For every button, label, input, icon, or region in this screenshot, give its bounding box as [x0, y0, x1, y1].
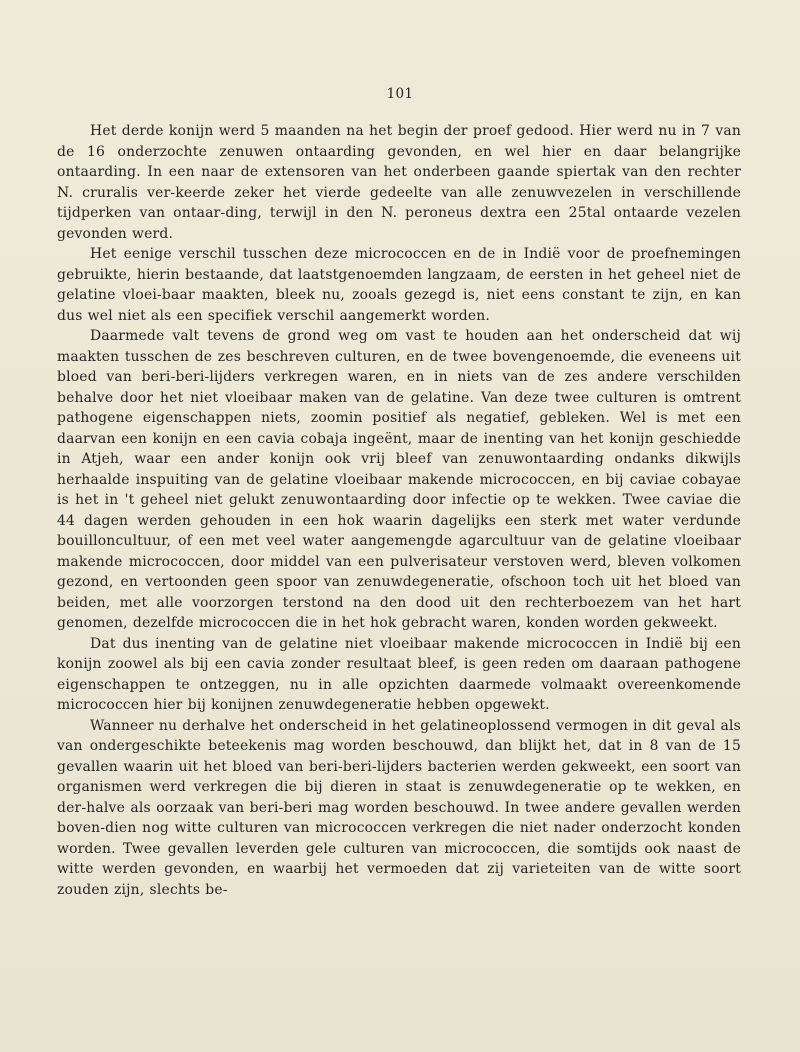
- paragraph-5: Wanneer nu derhalve het onderscheid in het gelatineoplossend vermogen in dit geval als van ondergeschikte beteekenis mag worden beschouwd, dan blijkt het, dat in 8 van de 15 gevallen waarin uit het bloed van beri-beri-lijders bacterien werden gekweekt, een soort van organismen werd verkregen die bij dieren in staat is zenuwdegeneratie op te wekken, en der-halve als oorzaak van beri-beri mag worden beschouwd. In twee andere gevallen werden boven-dien nog witte culturen van micrococcen verkregen die niet nader onderzocht konden worden. Twee gevallen leverden gele culturen van micrococcen, die somtijds ook naast de witte werden gevonden, en waarbij het vermoeden dat zij varieteiten van de witte soort zouden zijn, slechts be-: [57, 717, 741, 898]
- body-text: [57, 121, 741, 900]
- paragraph-4: Dat dus inenting van de gelatine niet vloeibaar makende micrococcen in Indië bij een konijn zoowel als bij een cavia zonder resultaat bleef, is geen reden om daaraan pathogene eigenschappen te ontzeggen, nu in alle opzichten daarmede volmaakt overeenkomende micrococcen hier bij konijnen zenuwdegeneratie hebben opgewekt.: [57, 635, 741, 713]
- page-number: 101: [386, 86, 414, 102]
- paragraph-2: Het eenige verschil tusschen deze micrococcen en de in Indië voor de proefnemingen gebruikte, hierin bestaande, dat laatstgenoemden langzaam, de eersten in het geheel niet de gelatine vloei-baar maakten, bleek nu, zooals gezegd is, niet eens constant te zijn, en kan dus wel niet als een specifiek verschil aangemerkt worden.: [57, 246, 741, 324]
- paragraph-3: Daarmede valt tevens de grond weg om vast te houden aan het onderscheid dat wij maakten tusschen de zes beschreven culturen, en de twee bovengenoemde, die eveneens uit bloed van beri-beri-lijders verkregen waren, en in niets van de zes andere verschilden behalve door het niet vloeibaar maken van de gelatine. Van deze twee culturen is omtrent pathogene eigenschappen niets, zoomin positief als negatief, gebleken. Wel is met een daarvan een konijn en een cavia cobaja ingeënt, maar de inenting van het konijn geschiedde in Atjeh, waar een ander konijn ook vrij bleef van zenuwontaarding ondanks dikwijls herhaalde inspuiting van de gelatine vloeibaar makende micrococcen, en bij caviae cobayae is het in 't geheel niet gelukt zenuwontaarding door infectie op te wekken. Twee caviae die 44 dagen werden gehouden in een hok waarin dagelijks een sterk met water verdunde bouilloncultuur, of een met veel water aangemengde agarcultuur van de gelatine vloeibaar makende micrococcen, door middel van een pulverisateur verstoven werd, bleven volkomen gezond, en vertoonden geen spoor van zenuwdegeneratie, ofschoon toch uit het bloed van beiden, met alle voorzorgen terstond na den dood uit den rechterboezem van het hart genomen, dezelfde micrococcen die in het hok gebracht waren, konden worden gekweekt.: [57, 328, 741, 631]
- paragraph-1: Het derde konijn werd 5 maanden na het begin der proef gedood. Hier werd nu in 7 van de 16 onderzochte zenuwen ontaarding gevonden, en wel hier en daar belangrijke ontaarding. In een naar de extensoren van het onderbeen gaande spiertak van den rechter N. cruralis ver-keerde zeker het vierde gedeelte van alle zenuwvezelen in verschillende tijdperken van ontaar-ding, terwijl in den N. peroneus dextra een 25tal ontaarde vezelen gevonden werd.: [57, 123, 741, 242]
